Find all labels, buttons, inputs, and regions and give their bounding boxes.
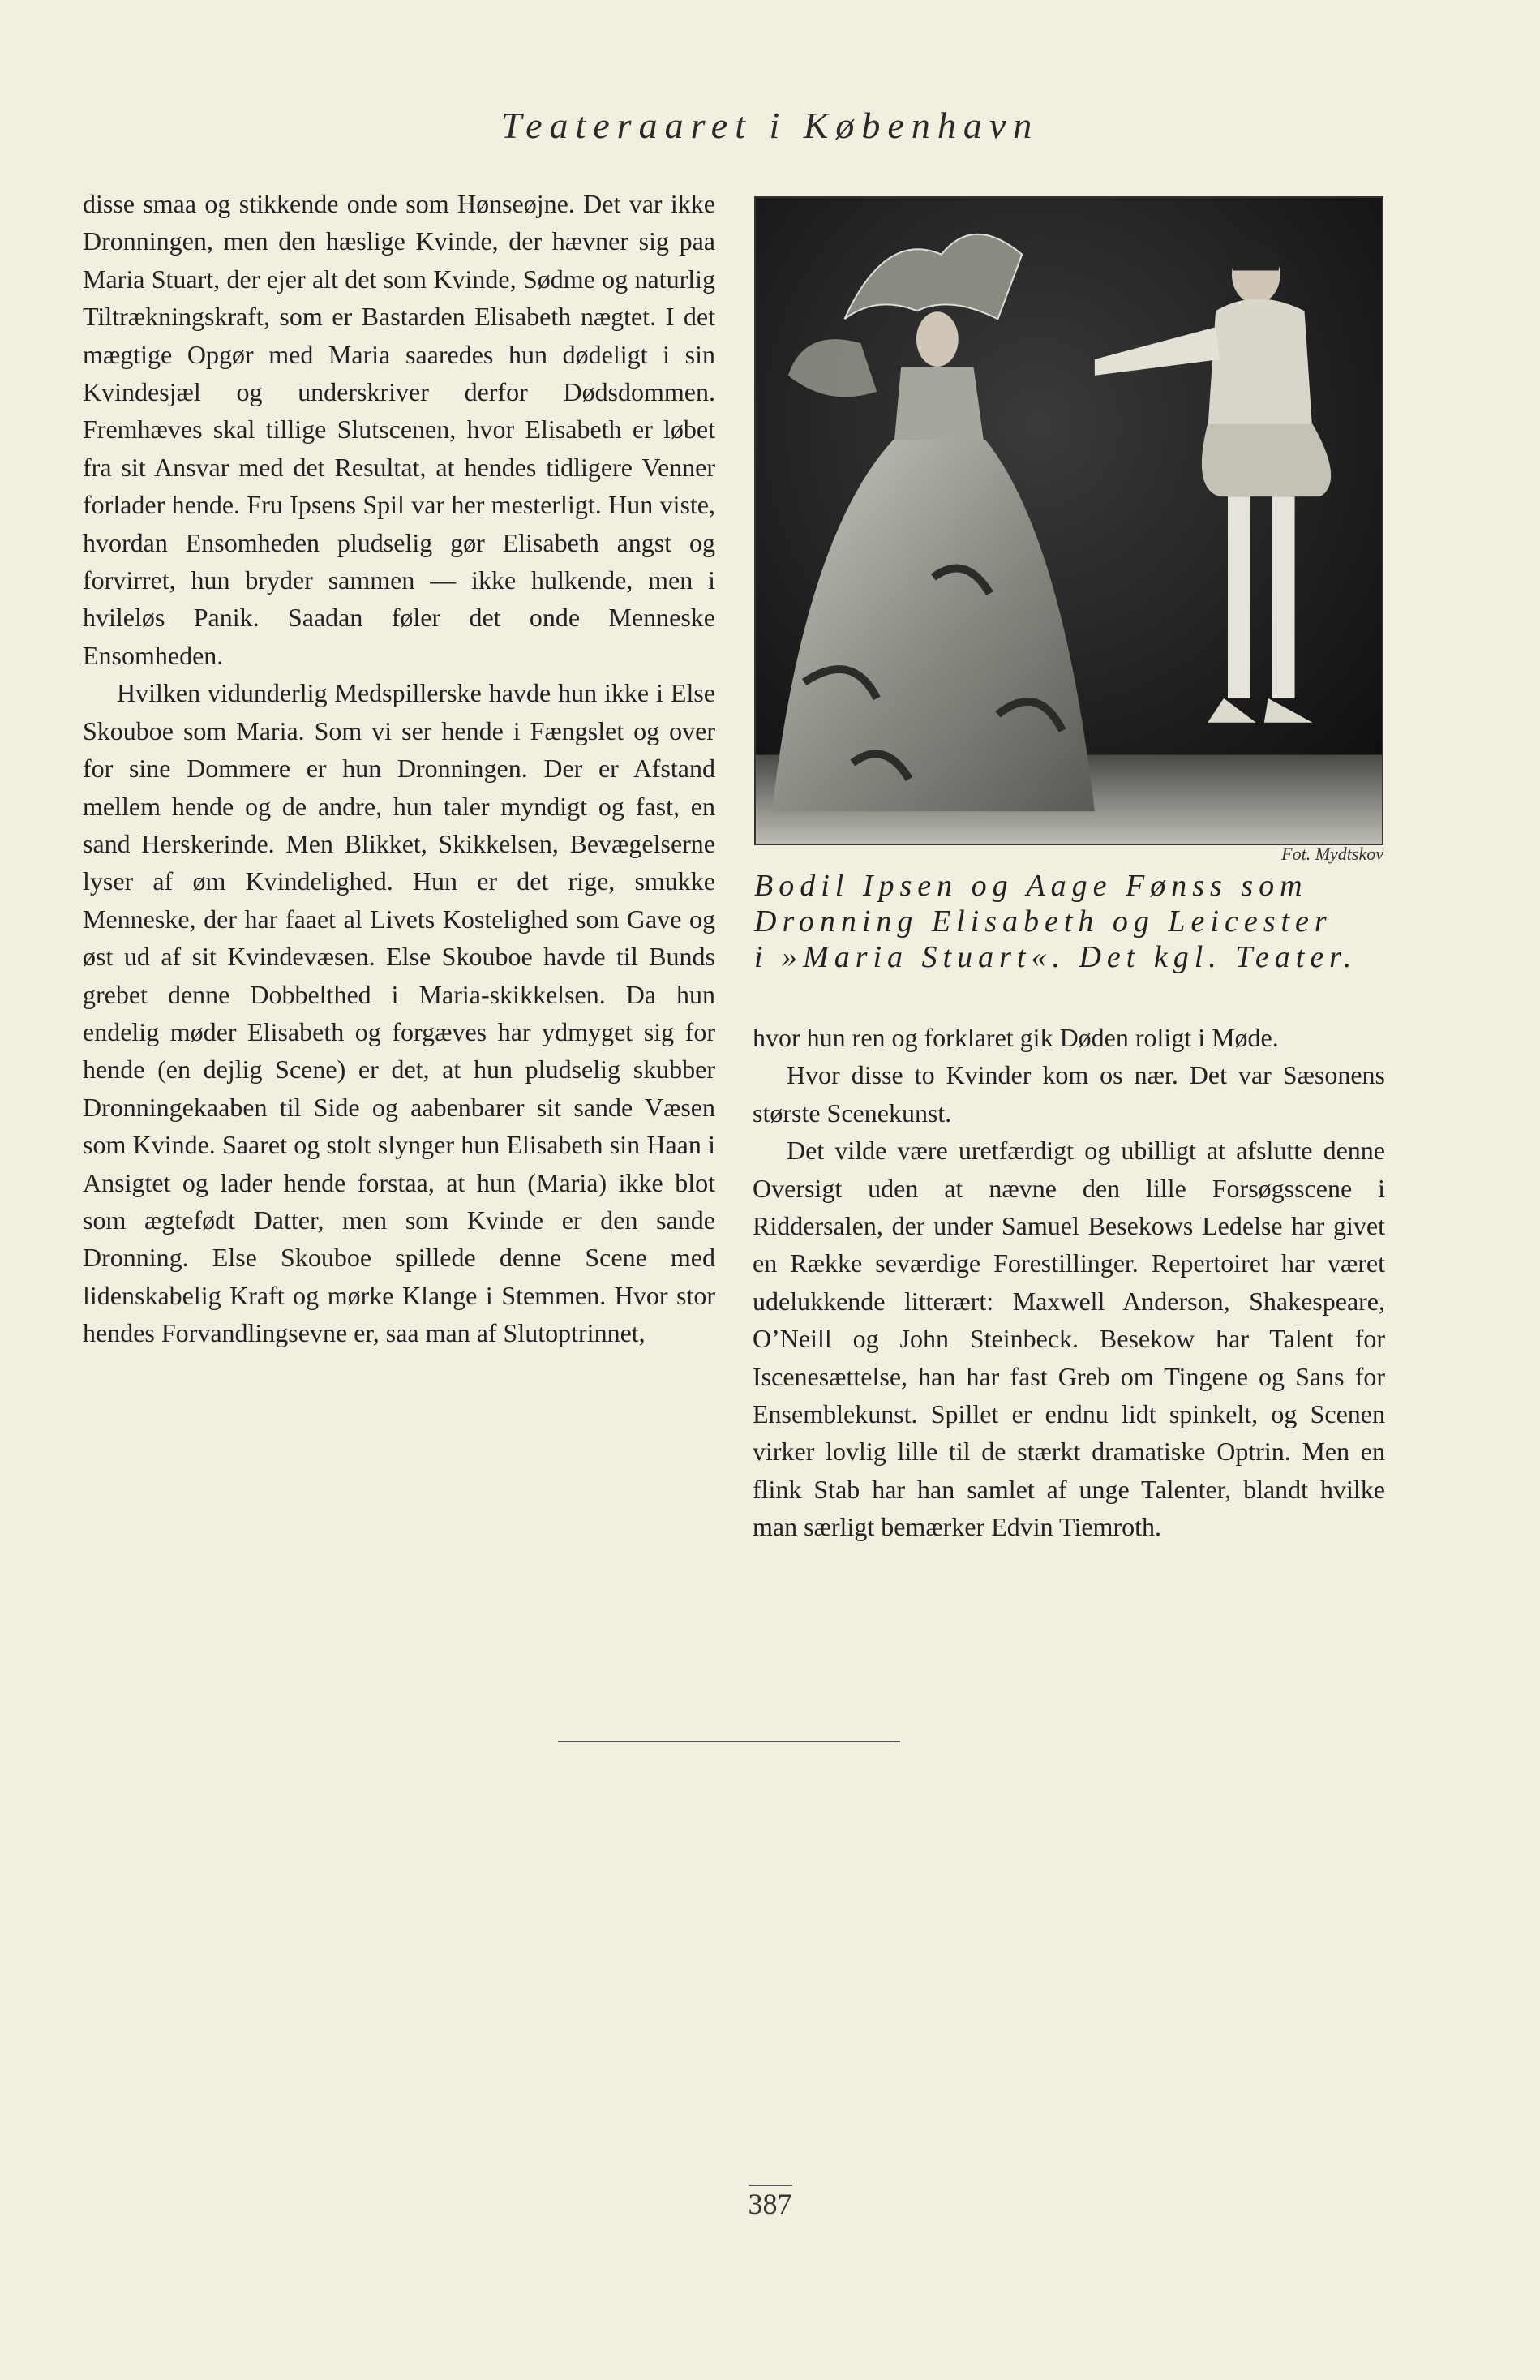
stage-photo [754,196,1383,845]
paragraph: hvor hun ren og forklaret gik Døden roligt i Møde. [753,1023,1279,1052]
caption-line: Bodil Ipsen og Aage Fønss som [754,869,1308,903]
page-number-text: 387 [749,2185,792,2220]
section-divider [558,1741,900,1742]
caption-line: Dronning Elisabeth og Leicester [754,904,1332,939]
stage-photo-illustration [756,198,1382,844]
left-column [83,185,715,1352]
right-column [753,1019,1385,1546]
paragraph: disse smaa og stikkende onde som Hønseøjne. Det var ikke Dronningen, men den hæslige Kvinde, der hævner sig paa Maria Stuart, der ejer alt det som Kvinde, Sødme og naturlig Tiltrækningskraft, som er Bastarden Elisabeth nægtet. I det mægtige Opgør med Maria saaredes hun dødeligt i sin Kvindesjæl og underskriver derfor Dødsdommen. Fremhæves skal tillige Slutscenen, hvor Elisabeth er løbet fra sit Ansvar med det Resultat, at hendes tidligere Venner forlader hende. Fru Ipsens Spil var her mesterligt. Hun viste, hvordan Ensomheden pludselig gør Elisabeth angst og forvirret, hun bryder sammen — ikke hulkende, men i hvileløs Panik. Saadan føler det onde Menneske Ensomheden. [83,189,715,670]
paragraph: Det vilde være uretfærdigt og ubilligt at afslutte denne Oversigt uden at nævne den lille Forsøgsscene i Riddersalen, der under Samuel Besekows Ledelse har givet en Række seværdige Forestillinger. Repertoiret har været udelukkende litterært: Maxwell Anderson, Shakespeare, O’Neill og John Steinbeck. Besekow har Talent for Iscenesættelse, han har fast Greb om Tingene og Sans for Ensemblekunst. Spillet er endnu lidt spinkelt, og Scenen virker lovlig lille til de stærkt dramatiske Optrin. Men en flink Stab har han samlet af unge Talenter, blandt hvilke man særligt bemærker Edvin Tiemroth. [753,1136,1385,1542]
paragraph: Hvor disse to Kvinder kom os nær. Det var Sæsonens største Scenekunst. [753,1060,1385,1128]
photo-credit: Fot. Mydtskov [1281,844,1383,864]
running-title: Teateraaret i København [500,105,1040,146]
page-number [0,2187,1540,2221]
paragraph: Hvilken vidunderlig Medspillerske havde hun ikke i Else Skouboe som Maria. Som vi ser hende i Fængslet og over for sine Dommere er hun Dronningen. Der er Afstand mellem hende og de andre, hun taler myndigt og fast, en sand Herskerinde. Men Blikket, Skikkelsen, Bevægelserne lyser af øm Kvindelighed. Hun er det rige, smukke Menneske, der har faaet al Livets Kostelighed som Gave og øst ud af sit Kvindevæsen. Else Skouboe havde til Bunds grebet denne Dobbelthed i Maria-skikkelsen. Da hun endelig møder Elisabeth og forgæves har ydmyget sig for hende (en dejlig Scene) er det, at hun pludselig skubber Dronningekaaben til Side og aabenbarer sit sande Væsen som Kvinde. Saaret og stolt slynger hun Elisabeth sin Haan i Ansigtet og lader hende forstaa, at hun (Maria) ikke blot som ægtefødt Datter, men som Kvinde er den sande Dronning. Else Skouboe spillede denne Scene med lidenskabelig Kraft og mørke Klange i Stemmen. Hvor stor hendes Forvandlingsevne er, saa man af Slutoptrinnet, [83,678,715,1348]
photo-caption [754,868,1395,975]
caption-line: i »Maria Stuart«. Det kgl. Teater. [754,940,1358,974]
